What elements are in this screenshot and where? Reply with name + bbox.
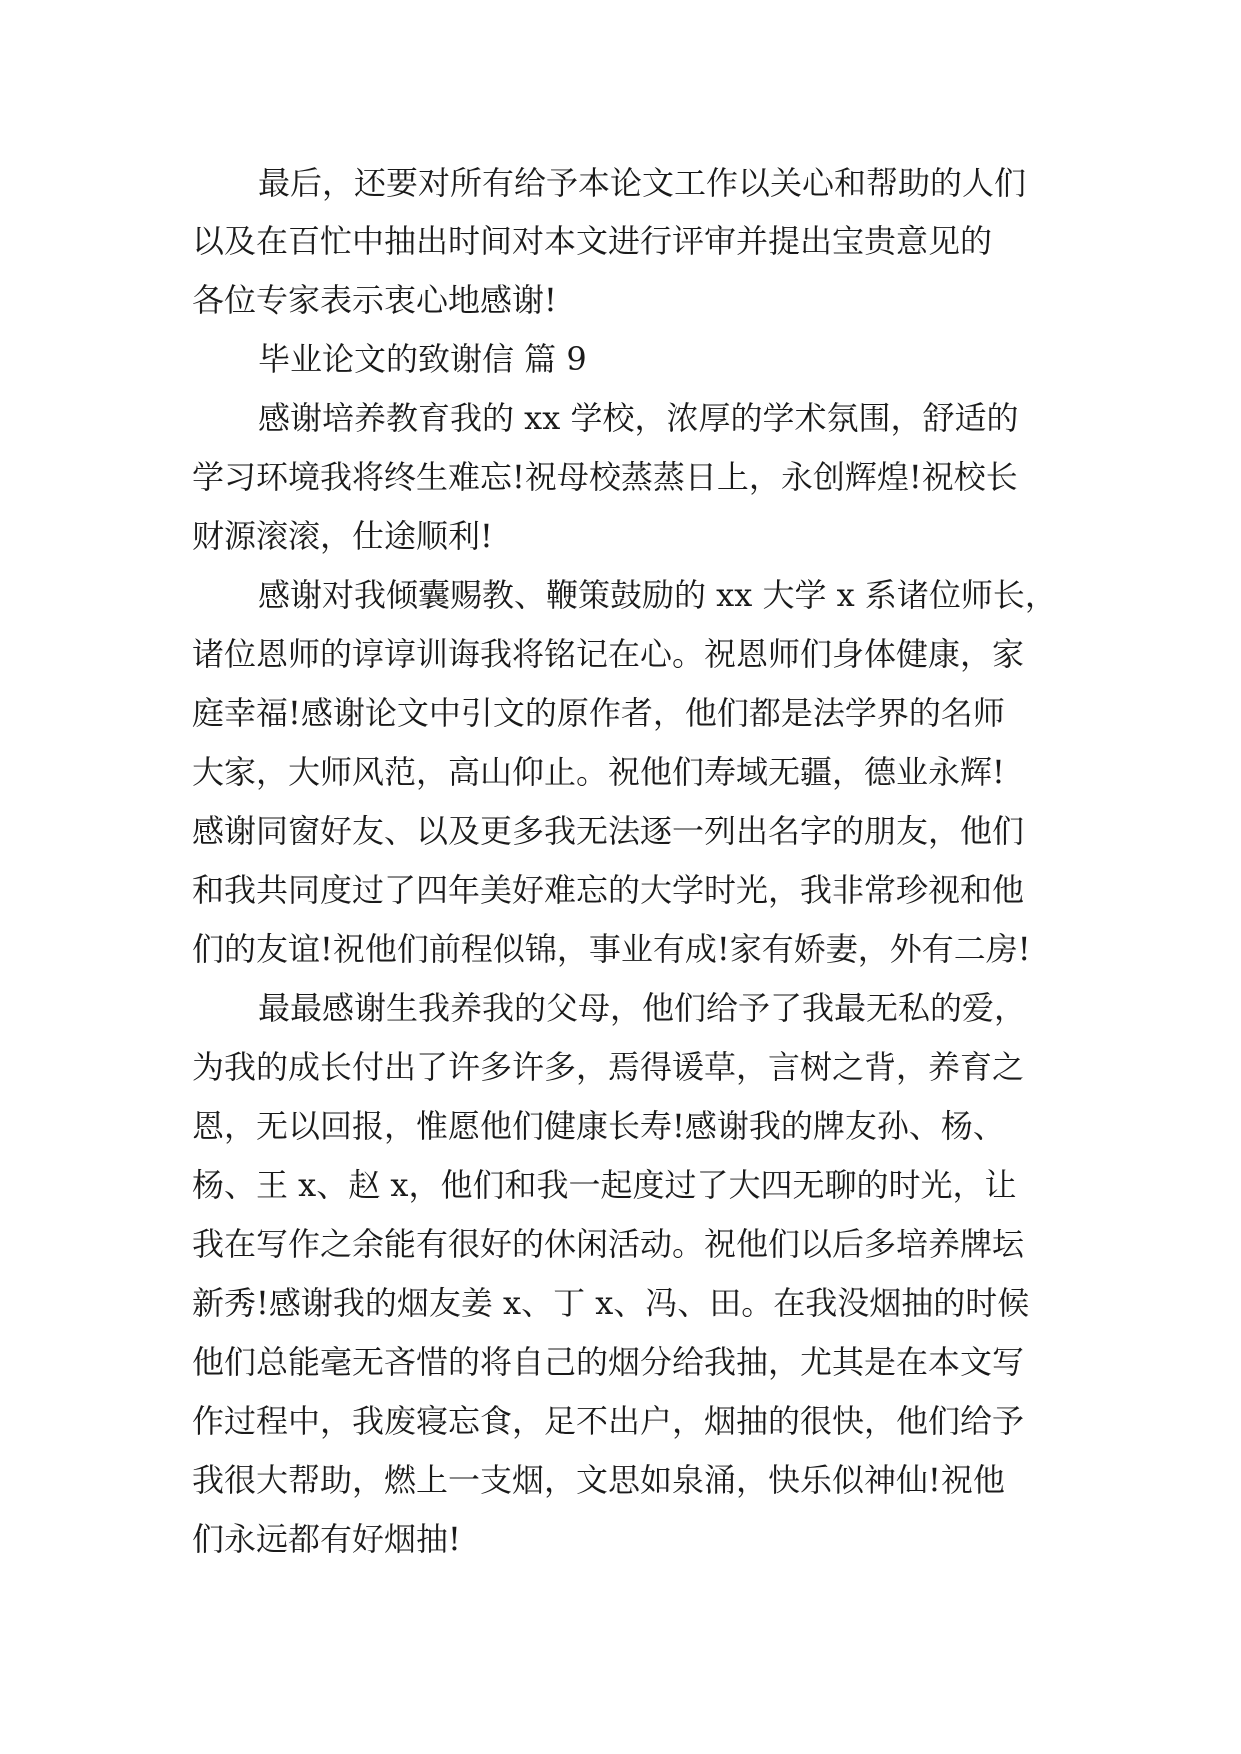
text-line: 他们总能毫无吝惜的将自己的烟分给我抽，尤其是在本文写: [192, 1343, 1025, 1381]
text-line: 新秀!感谢我的烟友姜 x、丁 x、冯、田。在我没烟抽的时候: [192, 1284, 1030, 1322]
text-line: 们的友谊!祝他们前程似锦，事业有成!家有娇妻，外有二房!: [192, 930, 1031, 968]
text-line: 大家，大师风范，高山仰止。祝他们寿域无疆，德业永辉!: [192, 753, 1005, 791]
text-line: 感谢培养教育我的 xx 学校，浓厚的学术氛围，舒适的: [258, 399, 1019, 437]
text-line: 作过程中，我废寝忘食，足不出户，烟抽的很快，他们给予: [192, 1402, 1025, 1440]
text-line: 恩，无以回报，惟愿他们健康长寿!感谢我的牌友孙、杨、: [192, 1107, 1005, 1145]
text-line: 各位专家表示衷心地感谢!: [192, 281, 557, 319]
text-line: 为我的成长付出了许多许多，焉得谖草，言树之背，养育之: [192, 1048, 1025, 1086]
text-line: 和我共同度过了四年美好难忘的大学时光，我非常珍视和他: [192, 871, 1025, 909]
text-line: 财源滚滚，仕途顺利!: [192, 517, 493, 555]
text-line: 感谢同窗好友、以及更多我无法逐一列出名字的朋友，他们: [192, 812, 1025, 850]
text-line: 我在写作之余能有很好的休闲活动。祝他们以后多培养牌坛: [192, 1225, 1025, 1263]
text-line: 们永远都有好烟抽!: [192, 1520, 461, 1558]
text-line: 杨、王 x、赵 x，他们和我一起度过了大四无聊的时光，让: [192, 1166, 1017, 1204]
text-line: 我很大帮助，燃上一支烟，文思如泉涌，快乐似神仙!祝他: [192, 1461, 1005, 1499]
text-line: 诸位恩师的谆谆训诲我将铭记在心。祝恩师们身体健康，家: [192, 635, 1025, 673]
text-line: 庭幸福!感谢论文中引文的原作者，他们都是法学界的名师: [192, 694, 1005, 732]
text-line: 最后，还要对所有给予本论文工作以关心和帮助的人们: [258, 164, 1027, 202]
text-line: 最最感谢生我养我的父母，他们给予了我最无私的爱，: [258, 989, 1027, 1027]
text-line: 学习环境我将终生难忘!祝母校蒸蒸日上，永创辉煌!祝校长: [192, 458, 1018, 496]
text-line: 以及在百忙中抽出时间对本文进行评审并提出宝贵意见的: [192, 222, 993, 260]
section-heading: 毕业论文的致谢信 篇 9: [258, 340, 587, 378]
text-line: 感谢对我倾囊赐教、鞭策鼓励的 xx 大学 x 系诸位师长，: [258, 576, 1057, 614]
